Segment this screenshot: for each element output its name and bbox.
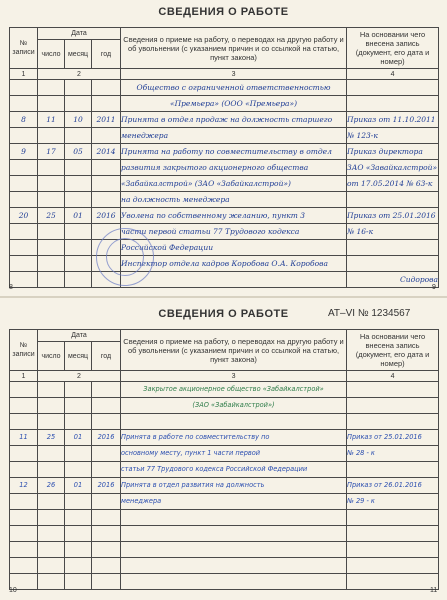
table-row bbox=[10, 574, 439, 590]
record-number-cell: 20 bbox=[10, 208, 38, 224]
month-cell bbox=[65, 272, 92, 288]
basis-cell: Приказ директора bbox=[347, 144, 439, 160]
table-row bbox=[10, 462, 439, 478]
record-number-cell: 9 bbox=[10, 144, 38, 160]
basis-cell: от 17.05.2014 № 63-к bbox=[347, 176, 439, 192]
record-number-cell bbox=[10, 558, 38, 574]
header-date: Дата bbox=[38, 28, 121, 40]
header-day: число bbox=[38, 342, 65, 371]
day-cell bbox=[38, 558, 65, 574]
year-cell: 2016 bbox=[92, 430, 121, 446]
record-number-cell bbox=[10, 542, 38, 558]
header-record-number: № записи bbox=[10, 330, 38, 371]
day-cell: 25 bbox=[38, 208, 65, 224]
header-day: число bbox=[38, 40, 65, 69]
record-number-cell bbox=[10, 240, 38, 256]
work-record-table bbox=[9, 27, 439, 288]
month-cell bbox=[65, 542, 92, 558]
day-cell bbox=[38, 398, 65, 414]
record-info-cell bbox=[121, 272, 347, 288]
basis-cell bbox=[347, 382, 439, 398]
header-record-number: № записи bbox=[10, 28, 38, 69]
year-cell bbox=[92, 414, 121, 430]
day-cell bbox=[38, 176, 65, 192]
month-cell bbox=[65, 398, 92, 414]
year-cell bbox=[92, 96, 121, 112]
record-info-cell bbox=[121, 510, 347, 526]
month-cell: 01 bbox=[65, 208, 92, 224]
record-number-cell bbox=[10, 398, 38, 414]
record-number-cell: 8 bbox=[10, 112, 38, 128]
record-info-cell bbox=[121, 414, 347, 430]
table-row bbox=[10, 240, 439, 256]
day-cell bbox=[38, 96, 65, 112]
record-info-cell: на должность менеджера bbox=[121, 192, 347, 208]
record-number-cell bbox=[10, 192, 38, 208]
record-info-cell: части первой статьи 77 Трудового кодекса bbox=[121, 224, 347, 240]
month-cell bbox=[65, 160, 92, 176]
day-cell bbox=[38, 128, 65, 144]
basis-cell bbox=[347, 558, 439, 574]
header-year: год bbox=[92, 40, 121, 69]
month-cell bbox=[65, 462, 92, 478]
month-cell bbox=[65, 526, 92, 542]
work-record-table bbox=[9, 329, 439, 590]
month-cell bbox=[65, 494, 92, 510]
year-cell bbox=[92, 574, 121, 590]
day-cell bbox=[38, 240, 65, 256]
record-info-cell: Принята в отдел развития на должность bbox=[121, 478, 347, 494]
work-record-page-top bbox=[0, 0, 447, 296]
record-info-cell: развития закрытого акционерного общества bbox=[121, 160, 347, 176]
basis-cell bbox=[347, 240, 439, 256]
column-number: 4 bbox=[347, 371, 439, 382]
month-cell: 05 bbox=[65, 144, 92, 160]
table-row bbox=[10, 112, 439, 128]
basis-cell: № 123-к bbox=[347, 128, 439, 144]
record-number-cell: 12 bbox=[10, 478, 38, 494]
year-cell: 2011 bbox=[92, 112, 121, 128]
basis-cell bbox=[347, 256, 439, 272]
month-cell bbox=[65, 192, 92, 208]
month-cell bbox=[65, 558, 92, 574]
basis-cell: № 29 - к bbox=[347, 494, 439, 510]
table-row bbox=[10, 510, 439, 526]
table-row bbox=[10, 526, 439, 542]
month-cell: 01 bbox=[65, 478, 92, 494]
year-cell bbox=[92, 494, 121, 510]
record-info-cell bbox=[121, 542, 347, 558]
day-cell bbox=[38, 574, 65, 590]
day-cell bbox=[38, 256, 65, 272]
month-cell bbox=[65, 382, 92, 398]
basis-cell: № 16-к bbox=[347, 224, 439, 240]
record-number-cell bbox=[10, 462, 38, 478]
page-title: СВЕДЕНИЯ О РАБОТЕ bbox=[158, 308, 289, 320]
day-cell bbox=[38, 446, 65, 462]
basis-cell: Приказ от 26.01.2016 bbox=[347, 478, 439, 494]
basis-cell: Приказ от 25.01.2016 bbox=[347, 208, 439, 224]
record-number-cell bbox=[10, 382, 38, 398]
record-info-cell: менеджера bbox=[121, 128, 347, 144]
record-info-cell: «Премьера» (ООО «Премьера») bbox=[121, 96, 347, 112]
year-cell bbox=[92, 398, 121, 414]
year-cell bbox=[92, 176, 121, 192]
month-cell bbox=[65, 176, 92, 192]
record-number-cell bbox=[10, 414, 38, 430]
day-cell: 11 bbox=[38, 112, 65, 128]
page-number-left: 8 bbox=[9, 284, 13, 291]
year-cell: 2014 bbox=[92, 144, 121, 160]
month-cell bbox=[65, 224, 92, 240]
document-series-number: AT–VI № 1234567 bbox=[328, 308, 411, 319]
table-row bbox=[10, 494, 439, 510]
page-number-right: 9 bbox=[432, 284, 436, 291]
month-cell bbox=[65, 80, 92, 96]
record-info-cell: Инспектор отдела кадров Коробова О.А. Коробова bbox=[121, 256, 347, 272]
basis-cell bbox=[347, 510, 439, 526]
table-row bbox=[10, 128, 439, 144]
day-cell bbox=[38, 80, 65, 96]
month-cell bbox=[65, 256, 92, 272]
record-number-cell bbox=[10, 224, 38, 240]
record-info-cell: Российской Федерации bbox=[121, 240, 347, 256]
table-row bbox=[10, 398, 439, 414]
basis-cell bbox=[347, 414, 439, 430]
record-number-cell bbox=[10, 176, 38, 192]
table-row bbox=[10, 96, 439, 112]
round-stamp-icon bbox=[96, 228, 154, 286]
month-cell bbox=[65, 414, 92, 430]
record-info-cell: (ЗАО «Забайкалстрой») bbox=[121, 398, 347, 414]
day-cell bbox=[38, 462, 65, 478]
page-title: СВЕДЕНИЯ О РАБОТЕ bbox=[158, 6, 289, 18]
record-info-cell: Принята на работу по совместительству в отдел bbox=[121, 144, 347, 160]
header-info: Сведения о приеме на работу, о переводах на другую работу и об увольнении (с указанием причин и со ссылкой на статью, пункт закона) bbox=[121, 28, 347, 69]
column-number: 2 bbox=[38, 371, 121, 382]
basis-cell: Приказ от 25.01.2016 bbox=[347, 430, 439, 446]
month-cell bbox=[65, 128, 92, 144]
record-number-cell bbox=[10, 256, 38, 272]
basis-cell bbox=[347, 192, 439, 208]
table-row bbox=[10, 176, 439, 192]
day-cell bbox=[38, 224, 65, 240]
header-month: месяц bbox=[65, 40, 92, 69]
header-info: Сведения о приеме на работу, о переводах на другую работу и об увольнении (с указанием причин и со ссылкой на статью, пункт закона) bbox=[121, 330, 347, 371]
record-info-cell: Закрытое акционерное общество «Забайкалстрой» bbox=[121, 382, 347, 398]
record-info-cell: Принята в работе по совместительству по bbox=[121, 430, 347, 446]
record-info-cell: основному месту, пункт 1 части первой bbox=[121, 446, 347, 462]
year-cell bbox=[92, 160, 121, 176]
table-row bbox=[10, 542, 439, 558]
day-cell: 26 bbox=[38, 478, 65, 494]
column-number: 3 bbox=[121, 371, 347, 382]
header-basis: На основании чего внесена запись (документ, его дата и номер) bbox=[347, 28, 439, 69]
basis-cell: Приказ от 11.10.2011 bbox=[347, 112, 439, 128]
table-row bbox=[10, 256, 439, 272]
record-number-cell bbox=[10, 272, 38, 288]
record-number-cell bbox=[10, 160, 38, 176]
basis-cell: № 28 - к bbox=[347, 446, 439, 462]
basis-cell: Сидорова bbox=[347, 272, 439, 288]
year-cell bbox=[92, 382, 121, 398]
record-info-cell: статьи 77 Трудового кодекса Российской Федерации bbox=[121, 462, 347, 478]
basis-cell bbox=[347, 80, 439, 96]
record-number-cell bbox=[10, 80, 38, 96]
year-cell bbox=[92, 128, 121, 144]
record-info-cell: «Забайкалстрой» (ЗАО «Забайкалстрой») bbox=[121, 176, 347, 192]
record-number-cell bbox=[10, 128, 38, 144]
year-cell bbox=[92, 80, 121, 96]
day-cell bbox=[38, 272, 65, 288]
day-cell: 25 bbox=[38, 430, 65, 446]
header-year: год bbox=[92, 342, 121, 371]
day-cell bbox=[38, 192, 65, 208]
table-row bbox=[10, 192, 439, 208]
day-cell bbox=[38, 542, 65, 558]
record-number-cell bbox=[10, 494, 38, 510]
month-cell: 10 bbox=[65, 112, 92, 128]
column-number: 1 bbox=[10, 69, 38, 80]
table-row bbox=[10, 160, 439, 176]
column-number: 2 bbox=[38, 69, 121, 80]
record-number-cell: 11 bbox=[10, 430, 38, 446]
month-cell bbox=[65, 574, 92, 590]
table-row bbox=[10, 224, 439, 240]
month-cell bbox=[65, 510, 92, 526]
record-info-cell: Принята в отдел продаж на должность старшего bbox=[121, 112, 347, 128]
record-info-cell bbox=[121, 574, 347, 590]
basis-cell: ЗАО «Завайкалстрой» bbox=[347, 160, 439, 176]
page-number-left: 10 bbox=[9, 587, 17, 594]
record-number-cell bbox=[10, 446, 38, 462]
year-cell: 2016 bbox=[92, 478, 121, 494]
year-cell bbox=[92, 526, 121, 542]
record-info-cell: Общество с ограниченной ответственностью bbox=[121, 80, 347, 96]
basis-cell bbox=[347, 462, 439, 478]
year-cell: 2016 bbox=[92, 208, 121, 224]
record-number-cell bbox=[10, 526, 38, 542]
table-row bbox=[10, 446, 439, 462]
header-month: месяц bbox=[65, 342, 92, 371]
work-record-page-bottom bbox=[0, 298, 447, 600]
year-cell bbox=[92, 542, 121, 558]
header-date: Дата bbox=[38, 330, 121, 342]
day-cell bbox=[38, 494, 65, 510]
day-cell: 17 bbox=[38, 144, 65, 160]
table-row bbox=[10, 414, 439, 430]
basis-cell bbox=[347, 96, 439, 112]
page-number-right: 11 bbox=[430, 587, 438, 594]
table-row bbox=[10, 558, 439, 574]
basis-cell bbox=[347, 398, 439, 414]
basis-cell bbox=[347, 526, 439, 542]
year-cell bbox=[92, 446, 121, 462]
year-cell bbox=[92, 558, 121, 574]
month-cell bbox=[65, 96, 92, 112]
record-info-cell bbox=[121, 526, 347, 542]
column-number: 1 bbox=[10, 371, 38, 382]
table-row bbox=[10, 430, 439, 446]
table-row bbox=[10, 382, 439, 398]
month-cell: 01 bbox=[65, 430, 92, 446]
day-cell bbox=[38, 510, 65, 526]
record-info-cell: Уволена по собственному желанию, пункт 3 bbox=[121, 208, 347, 224]
day-cell bbox=[38, 382, 65, 398]
year-cell bbox=[92, 510, 121, 526]
table-row bbox=[10, 272, 439, 288]
year-cell bbox=[92, 462, 121, 478]
basis-cell bbox=[347, 542, 439, 558]
year-cell bbox=[92, 192, 121, 208]
table-row bbox=[10, 478, 439, 494]
record-number-cell bbox=[10, 96, 38, 112]
column-number: 4 bbox=[347, 69, 439, 80]
table-row bbox=[10, 144, 439, 160]
column-number: 3 bbox=[121, 69, 347, 80]
table-row bbox=[10, 80, 439, 96]
table-row bbox=[10, 208, 439, 224]
day-cell bbox=[38, 526, 65, 542]
record-info-cell bbox=[121, 558, 347, 574]
basis-cell bbox=[347, 574, 439, 590]
record-info-cell: менеджера bbox=[121, 494, 347, 510]
day-cell bbox=[38, 414, 65, 430]
header-basis: На основании чего внесена запись (документ, его дата и номер) bbox=[347, 330, 439, 371]
record-number-cell bbox=[10, 510, 38, 526]
month-cell bbox=[65, 446, 92, 462]
month-cell bbox=[65, 240, 92, 256]
day-cell bbox=[38, 160, 65, 176]
